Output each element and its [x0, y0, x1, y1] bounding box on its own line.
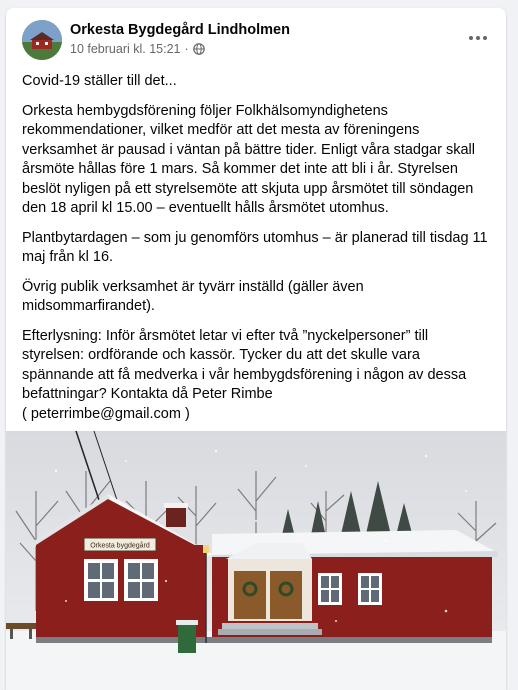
post-paragraph: Orkesta hembygdsförening följer Folkhälsomyndighetens rekommendationer, vilket medför att det mesta av föreningens verksamhet är pausad i väntan på bättre tider. Enligt våra stadgar skall årsmöte hållas före 1 mars. Så kommer det inte att bli i år. Styrelsen beslöt nyligen på ett styrelsemöte att skjuta upp årsmötet till söndagen den 18 april kl 15.00 – eventuellt hålls årsmötet utomhus.: [22, 102, 475, 216]
post-text: [22, 72, 494, 434]
post-header: [6, 8, 506, 64]
more-dot: [483, 36, 487, 40]
post-photo[interactable]: [6, 431, 506, 690]
post-timestamp[interactable]: 10 februari kl. 15:21: [70, 42, 181, 56]
globe-icon[interactable]: [193, 43, 205, 55]
house-sign: Orkesta bygdegård: [90, 542, 150, 550]
post-meta: [70, 42, 205, 56]
meta-separator: ·: [184, 42, 189, 56]
post-paragraph: Övrig publik verksamhet är tyvärr inställd (gäller även midsommarfirandet).: [22, 278, 364, 314]
post-paragraph: Efterlysning: Inför årsmötet letar vi efter två ”nyckelpersoner” till styrelsen: ordförande och kassör. Tycker du att det skulle vara spännande att få medverka i vår hembygdsförening i någon av dessa befattningar? Kontakta då Peter Rimbe ( peterrimbe@gmail.com ): [22, 327, 467, 422]
page-avatar[interactable]: [22, 20, 62, 60]
post-paragraph: Plantbytardagen – som ju genomförs utomhus – är planerad till tisdag 11 maj från kl 16.: [22, 229, 488, 265]
post-paragraph: Covid-19 ställer till det...: [22, 73, 177, 89]
more-horizontal-icon: [469, 36, 473, 40]
page-name[interactable]: Orkesta Bygdegård Lindholmen: [70, 22, 290, 38]
post-card: [6, 8, 506, 690]
more-dot: [476, 36, 480, 40]
more-options-button[interactable]: [462, 22, 494, 54]
